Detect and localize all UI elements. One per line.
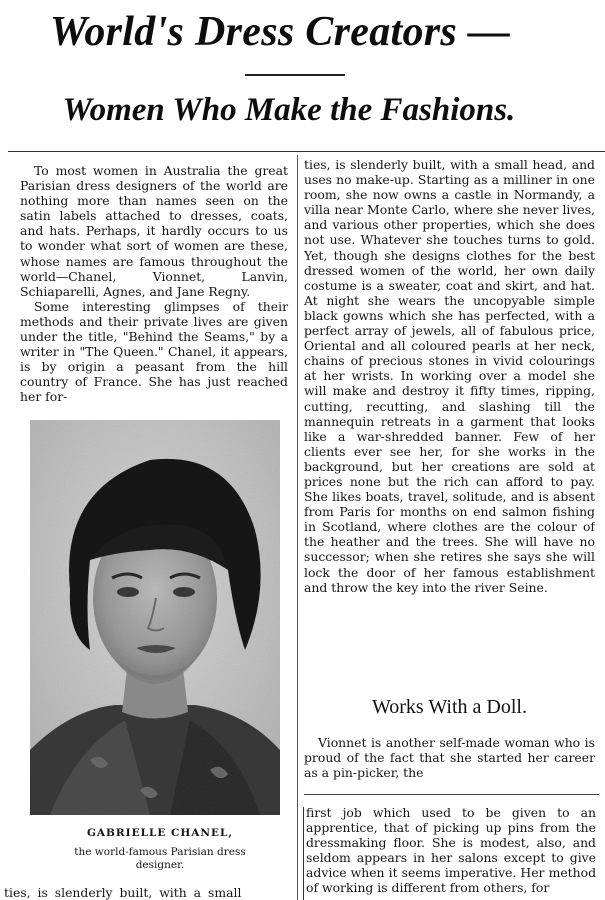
column-1-text (20, 163, 288, 405)
caption-line: the world-famous Parisian dress (74, 846, 246, 858)
column-2-continued-text (304, 735, 595, 780)
section-rule (8, 151, 605, 152)
photo-caption-description (20, 846, 300, 872)
paragraph: Vionnet is another self-made woman who is proud of the fact that she started her career as a pin-picker, the (304, 735, 595, 781)
paragraph: ties, is slenderly built, with a small head, and uses no make-up. Starting as a milliner in one room, she now owns a castle in Normandy, a villa near Monte Carlo, where she never lives, and various other properties, which she does not use. Whatever she touches turns to gold. Yet, though she designs clothes for the best dressed women of the world, her own daily costume is a sweater, coat and skirt, and hat. At night she wears the uncopyable simple black gowns which she has perfected, with a perfect array of jewels, all of fabulous price, Oriental and all coloured pearls at her neck, chains of precious stones in vivid colourings at her wrists. In working over a model she will make and destroy it fifty times, ripping, cutting, recutting, and slashing till the mannequin retreats in a garment that looks like a war-shredded banner. Few of her clients ever see her, for she works in the background, but her creations are sold at prices none but the rich can afford to pay. She likes boats, travel, solitude, and is absent from Paris for months on end salmon fishing in Scotland, where clothes are the colour of the heather and the trees. She will have no successor; when she retires she says she will lock the door of her famous establishment and throw the key into the river Seine. (304, 157, 595, 595)
paragraph: first job which used to be given to an apprentice, that of picking up pins from the dressmaking floor. She is modest, also, and seldom appears in her salons except to give advice when it seems imperative. Her method of working is different from others, for (306, 805, 596, 896)
headline: World's Dress Creators — (49, 9, 511, 55)
caption-line: designer. (135, 859, 185, 871)
column-divider (297, 155, 298, 900)
photo-caption-name: GABRIELLE CHANEL, (86, 827, 234, 839)
subheadline: Women Who Make the Fashions. (62, 92, 516, 128)
portrait-image (30, 420, 280, 815)
paragraph: To most women in Australia the great Parisian dress designers of the world are nothing more than names seen on the satin labels attached to dresses, coats, and hats. Perhaps, it hardly occurs to us to wonder what sort of women are these, whose names are famous throughout the world—Chanel, Vionnet, Lanvin, Schiaparelli, Agnes, and Jane Regny. (20, 163, 288, 299)
continued-text-line: ties, is slenderly built, with a small (4, 885, 242, 900)
portrait-photo (30, 420, 280, 815)
column-3-text (306, 805, 596, 900)
column-2-text (304, 157, 595, 687)
headline-divider (245, 74, 345, 76)
paragraph: Some interesting glimpses of their methods and their private lives are given under the title, "Behind the Seams," by a writer in "The Queen." Chanel, it appears, is by origin a peasant from the hill country of France. She has just reached her for- (20, 298, 288, 405)
clipping-rule (304, 794, 599, 795)
clipping-edge (303, 807, 304, 900)
section-heading: Works With a Doll. (372, 696, 527, 718)
